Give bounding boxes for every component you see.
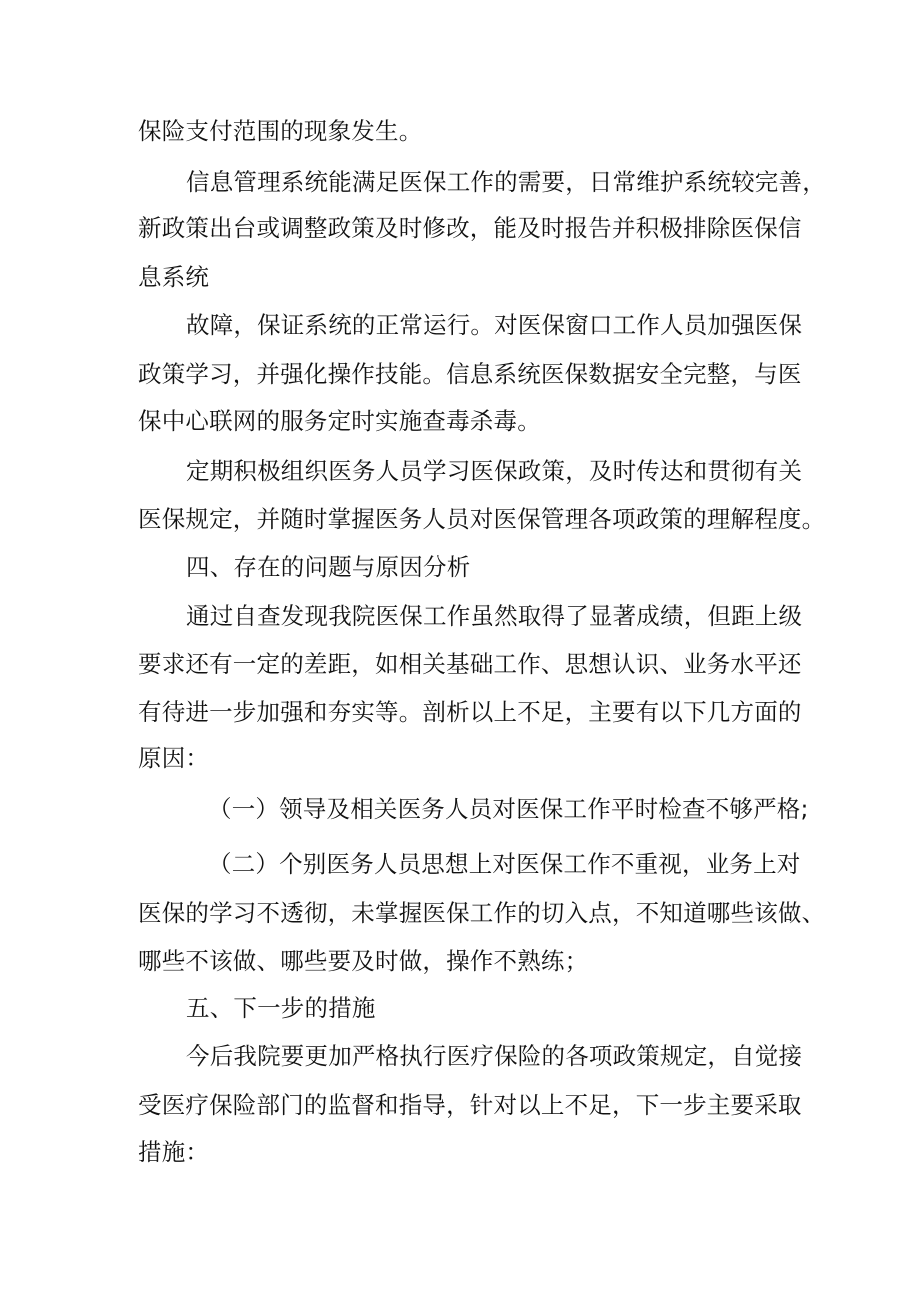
list-item: （二）个别医务人员思想上对医保工作不重视，业务上对 — [208, 850, 801, 878]
section-heading: 四、存在的问题与原因分析 — [186, 553, 471, 581]
text-line: 信息管理系统能满足医保工作的需要，日常维护系统较完善， — [186, 168, 826, 196]
text-line: 措施： — [138, 1138, 210, 1166]
text-line: 保中心联网的服务定时实施查毒杀毒。 — [138, 407, 541, 435]
list-item: （一）领导及相关医务人员对医保工作平时检查不够严格; — [208, 795, 809, 823]
text-line: 要求还有一定的差距，如相关基础工作、思想认识、业务水平还 — [138, 650, 802, 678]
text-line: 定期积极组织医务人员学习医保政策，及时传达和贯彻有关 — [186, 457, 803, 485]
text-line: 息系统 — [138, 263, 210, 291]
text-line: 受医疗保险部门的监督和指导，针对以上不足，下一步主要采取 — [138, 1091, 802, 1119]
text-line: 故障，保证系统的正常运行。对医保窗口工作人员加强医保 — [186, 311, 803, 339]
text-line: 政策学习，并强化操作技能。信息系统医保数据安全完整，与医 — [138, 360, 802, 388]
text-line: 保险支付范围的现象发生。 — [138, 117, 423, 145]
text-line: 有待进一步加强和夯实等。剖析以上不足，主要有以下几方面的 — [138, 698, 802, 726]
text-line: 通过自查发现我院医保工作虽然取得了显著成绩，但距上级 — [186, 602, 803, 630]
text-line: 今后我院要更加严格执行医疗保险的各项政策规定，自觉接 — [186, 1042, 803, 1070]
text-line: 原因： — [138, 744, 210, 772]
text-line: 医保规定，并随时掌握医务人员对医保管理各项政策的理解程度。 — [138, 505, 826, 533]
text-line: 医保的学习不透彻，未掌握医保工作的切入点，不知道哪些该做、 — [138, 899, 826, 927]
text-line: 新政策出台或调整政策及时修改，能及时报告并积极排除医保信 — [138, 214, 802, 242]
section-heading: 五、下一步的措施 — [186, 994, 376, 1022]
text-line: 哪些不该做、哪些要及时做，操作不熟练； — [138, 947, 589, 975]
